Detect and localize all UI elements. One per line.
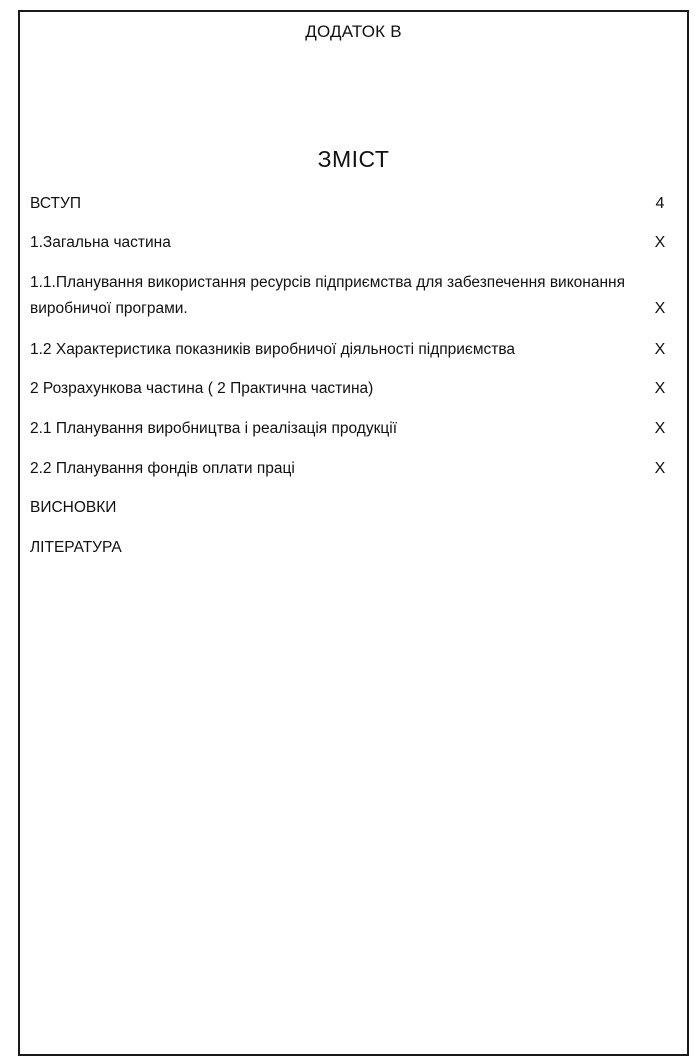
toc-heading: ЗМІСТ <box>317 146 390 172</box>
toc-entry-page: Х <box>654 460 666 477</box>
appendix-title: ДОДАТОК В <box>305 22 402 41</box>
toc-entry <box>30 376 670 402</box>
toc-entry-page: Х <box>654 300 666 317</box>
toc-entry-page: Х <box>654 420 666 437</box>
toc-entry-page: 4 <box>655 195 665 212</box>
toc-entry-label: 1.2 Характеристика показників виробничої діяльності підприємства <box>30 341 516 358</box>
toc-entry <box>30 230 670 256</box>
toc-entry-label: 1.1.Планування використання ресурсів підприємства для забезпечення виконання виробничої програми. <box>30 274 625 317</box>
toc-entry <box>30 456 670 482</box>
toc-entry <box>30 495 670 521</box>
toc-entry <box>30 416 670 442</box>
toc-entry-label: ВИСНОВКИ <box>30 499 117 516</box>
toc-entry-label: 2.1 Планування виробництва і реалізація продукції <box>30 420 398 437</box>
toc-entry-page: Х <box>654 380 666 397</box>
document-page <box>18 10 689 1056</box>
toc-entry <box>30 191 670 217</box>
toc-entry <box>30 535 670 561</box>
toc-entry-label: 2 Розрахункова частина ( 2 Практична частина) <box>30 380 374 397</box>
toc-entry-page: Х <box>654 341 666 358</box>
toc-entry-label: ЛІТЕРАТУРА <box>30 539 122 556</box>
toc-entry-label: 1.Загальна частина <box>30 234 171 251</box>
toc-entry <box>30 337 670 363</box>
toc-entry-label: 2.2 Планування фондів оплати праці <box>30 460 295 477</box>
toc-entry-label: ВСТУП <box>30 195 81 212</box>
toc-entry <box>30 270 670 322</box>
toc-entry-page: Х <box>654 234 666 251</box>
